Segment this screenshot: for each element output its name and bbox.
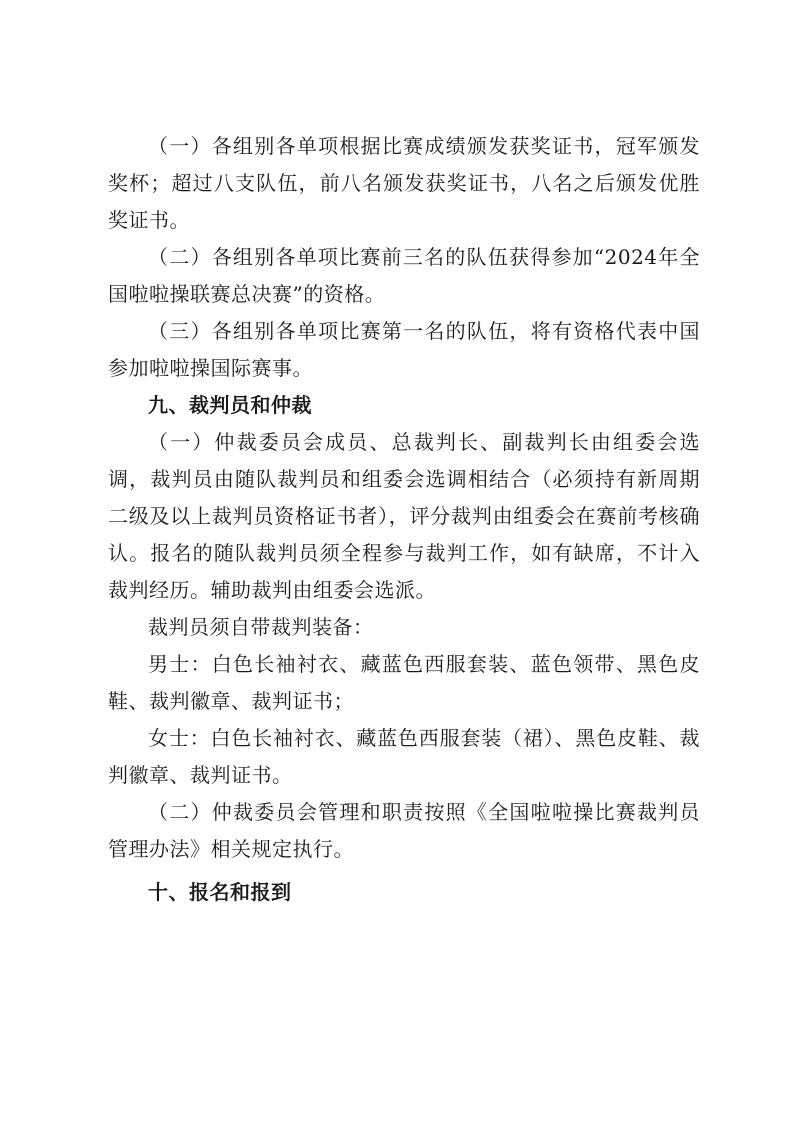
paragraph-finals-qualification: （二）各组别各单项比赛前三名的队伍获得参加“2024年全国啦啦操联赛总决赛”的资格。 (108, 245, 700, 306)
paragraph-referee-equipment: 裁判员须自带裁判装备： (148, 615, 374, 639)
paragraph-international-qualification: （三）各组别各单项比赛第一名的队伍，将有资格代表中国参加啦啦操国际赛事。 (108, 319, 700, 380)
document-body (108, 128, 700, 911)
paragraph-male-attire: 男士：白色长袖衬衣、藏蓝色西服套装、蓝色领带、黑色皮鞋、裁判徽章、裁判证书； (108, 652, 700, 713)
paragraph-arbitration-rules: （二）仲裁委员会管理和职责按照《全国啦啦操比赛裁判员管理办法》相关规定执行。 (108, 800, 700, 861)
section-heading-referees: 九、裁判员和仲裁 (148, 393, 312, 417)
paragraph-awards-certificates: （一）各组别各单项根据比赛成绩颁发获奖证书，冠军颁发奖杯；超过八支队伍，前八名颁发获奖证书，八名之后颁发优胜奖证书。 (108, 134, 700, 232)
section-heading-registration: 十、报名和报到 (148, 880, 292, 904)
paragraph-referee-selection: （一）仲裁委员会成员、总裁判长、副裁判长由组委会选调，裁判员由随队裁判员和组委会选调相结合（必须持有新周期二级及以上裁判员资格证书者），评分裁判由组委会在赛前考核确认。报名的随队裁判员须全程参与裁判工作，如有缺席，不计入裁判经历。辅助裁判由组委会选派。 (108, 430, 700, 602)
paragraph-female-attire: 女士：白色长袖衬衣、藏蓝色西服套装（裙）、黑色皮鞋、裁判徽章、裁判证书。 (108, 726, 700, 787)
